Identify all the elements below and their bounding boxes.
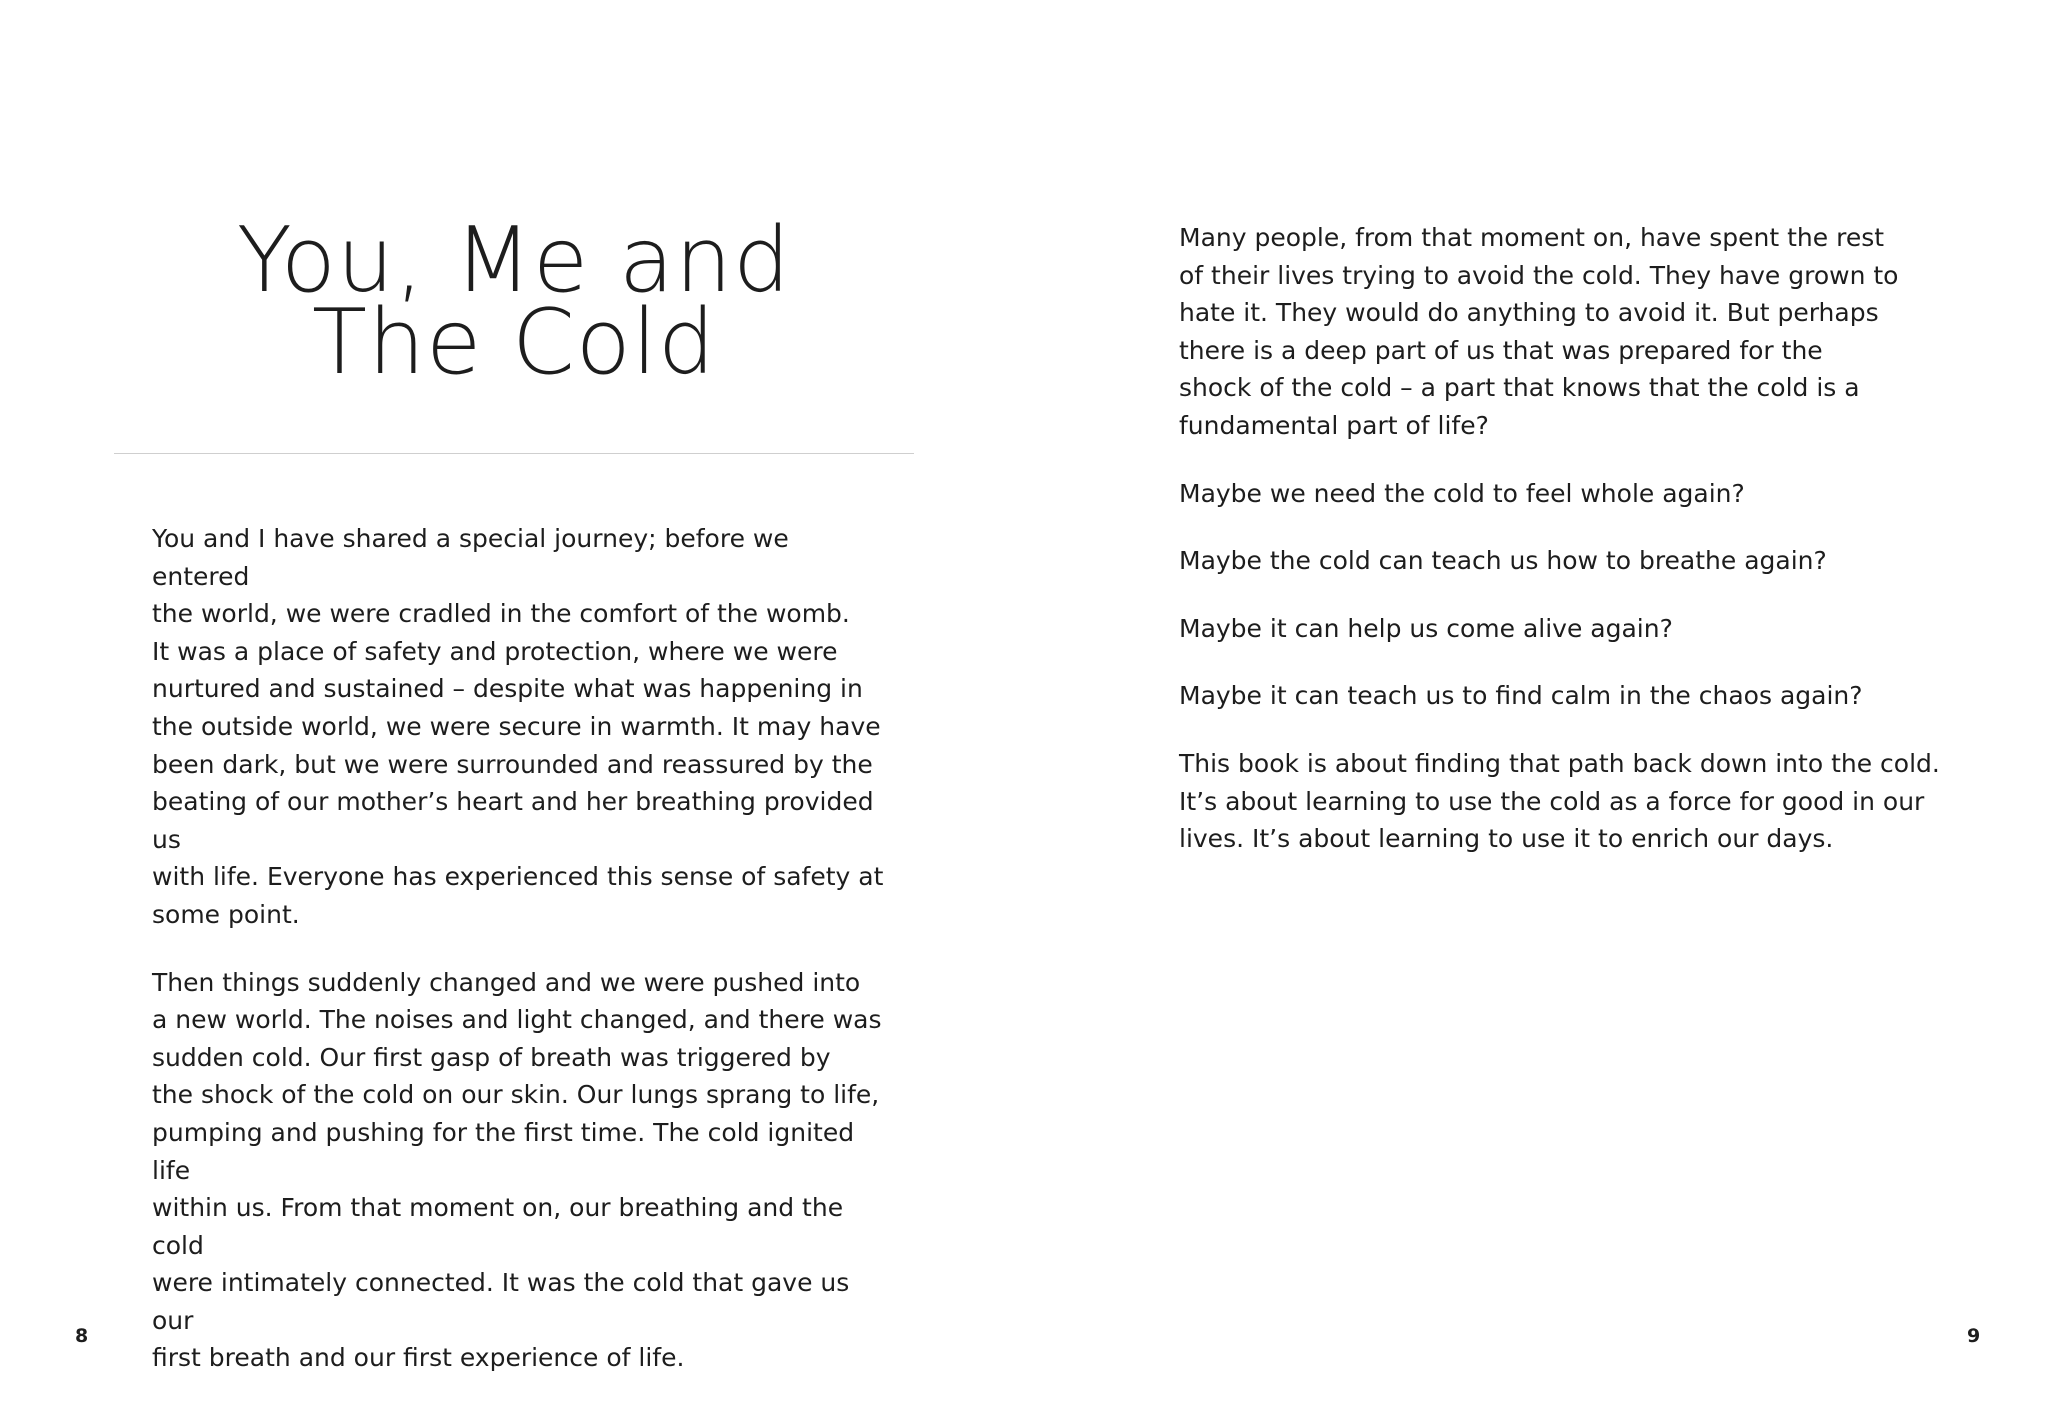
paragraph: Many people, from that moment on, have spent the rest of their lives trying to avoid the cold. They have grown to hate it. They would do anything to avoid it. But perhaps there is a deep part of us that was prepared for the shock of the cold – a part that knows that the cold is a fundamental part of life? [1179,223,1899,440]
chapter-title-line-2: The Cold [311,290,717,395]
paragraph: Maybe the cold can teach us how to breathe again? [1179,546,1827,576]
paragraph: Maybe it can help us come alive again? [1179,613,1673,643]
chapter-title [114,208,914,395]
left-body-text [152,520,892,1407]
right-body-text [1179,219,1959,888]
paragraph: You and I have shared a special journey; before we entered the world, we were cradled in the comfort of the womb. It was a place of safety and protection, where we were nurtured and sustained – despite what was happening in the outside world, we were secure in warmth. It may have been dark, but we were surrounded and reassured by the beating of our mother’s heart and her breathing provided us with life. Everyone has experienced this sense of safety at some point. [152,524,884,929]
paragraph: Maybe it can teach us to find calm in the chaos again? [1179,681,1863,711]
page-number-left: 8 [75,1325,89,1347]
title-divider [114,453,914,454]
page-number-right: 9 [1967,1325,1981,1347]
paragraph: Then things suddenly changed and we were pushed into a new world. The noises and light changed, and there was sudden cold. Our first gasp of breath was triggered by the shock of the cold on our skin. Our lungs sprang to life, pumping and pushing for the first time. The cold ignited life within us. From that moment on, our breathing and the cold were intimately connected. It was the cold that gave us our first breath and our first experience of life. [152,967,882,1373]
chapter-title-line-1: You, Me and [236,208,792,313]
right-page [1024,0,2048,1403]
paragraph: Maybe we need the cold to feel whole again? [1179,478,1745,508]
left-page [0,0,1024,1403]
paragraph: This book is about finding that path back down into the cold. It’s about learning to use the cold as a force for good in our lives. It’s about learning to use it to enrich our days. [1179,748,1940,854]
